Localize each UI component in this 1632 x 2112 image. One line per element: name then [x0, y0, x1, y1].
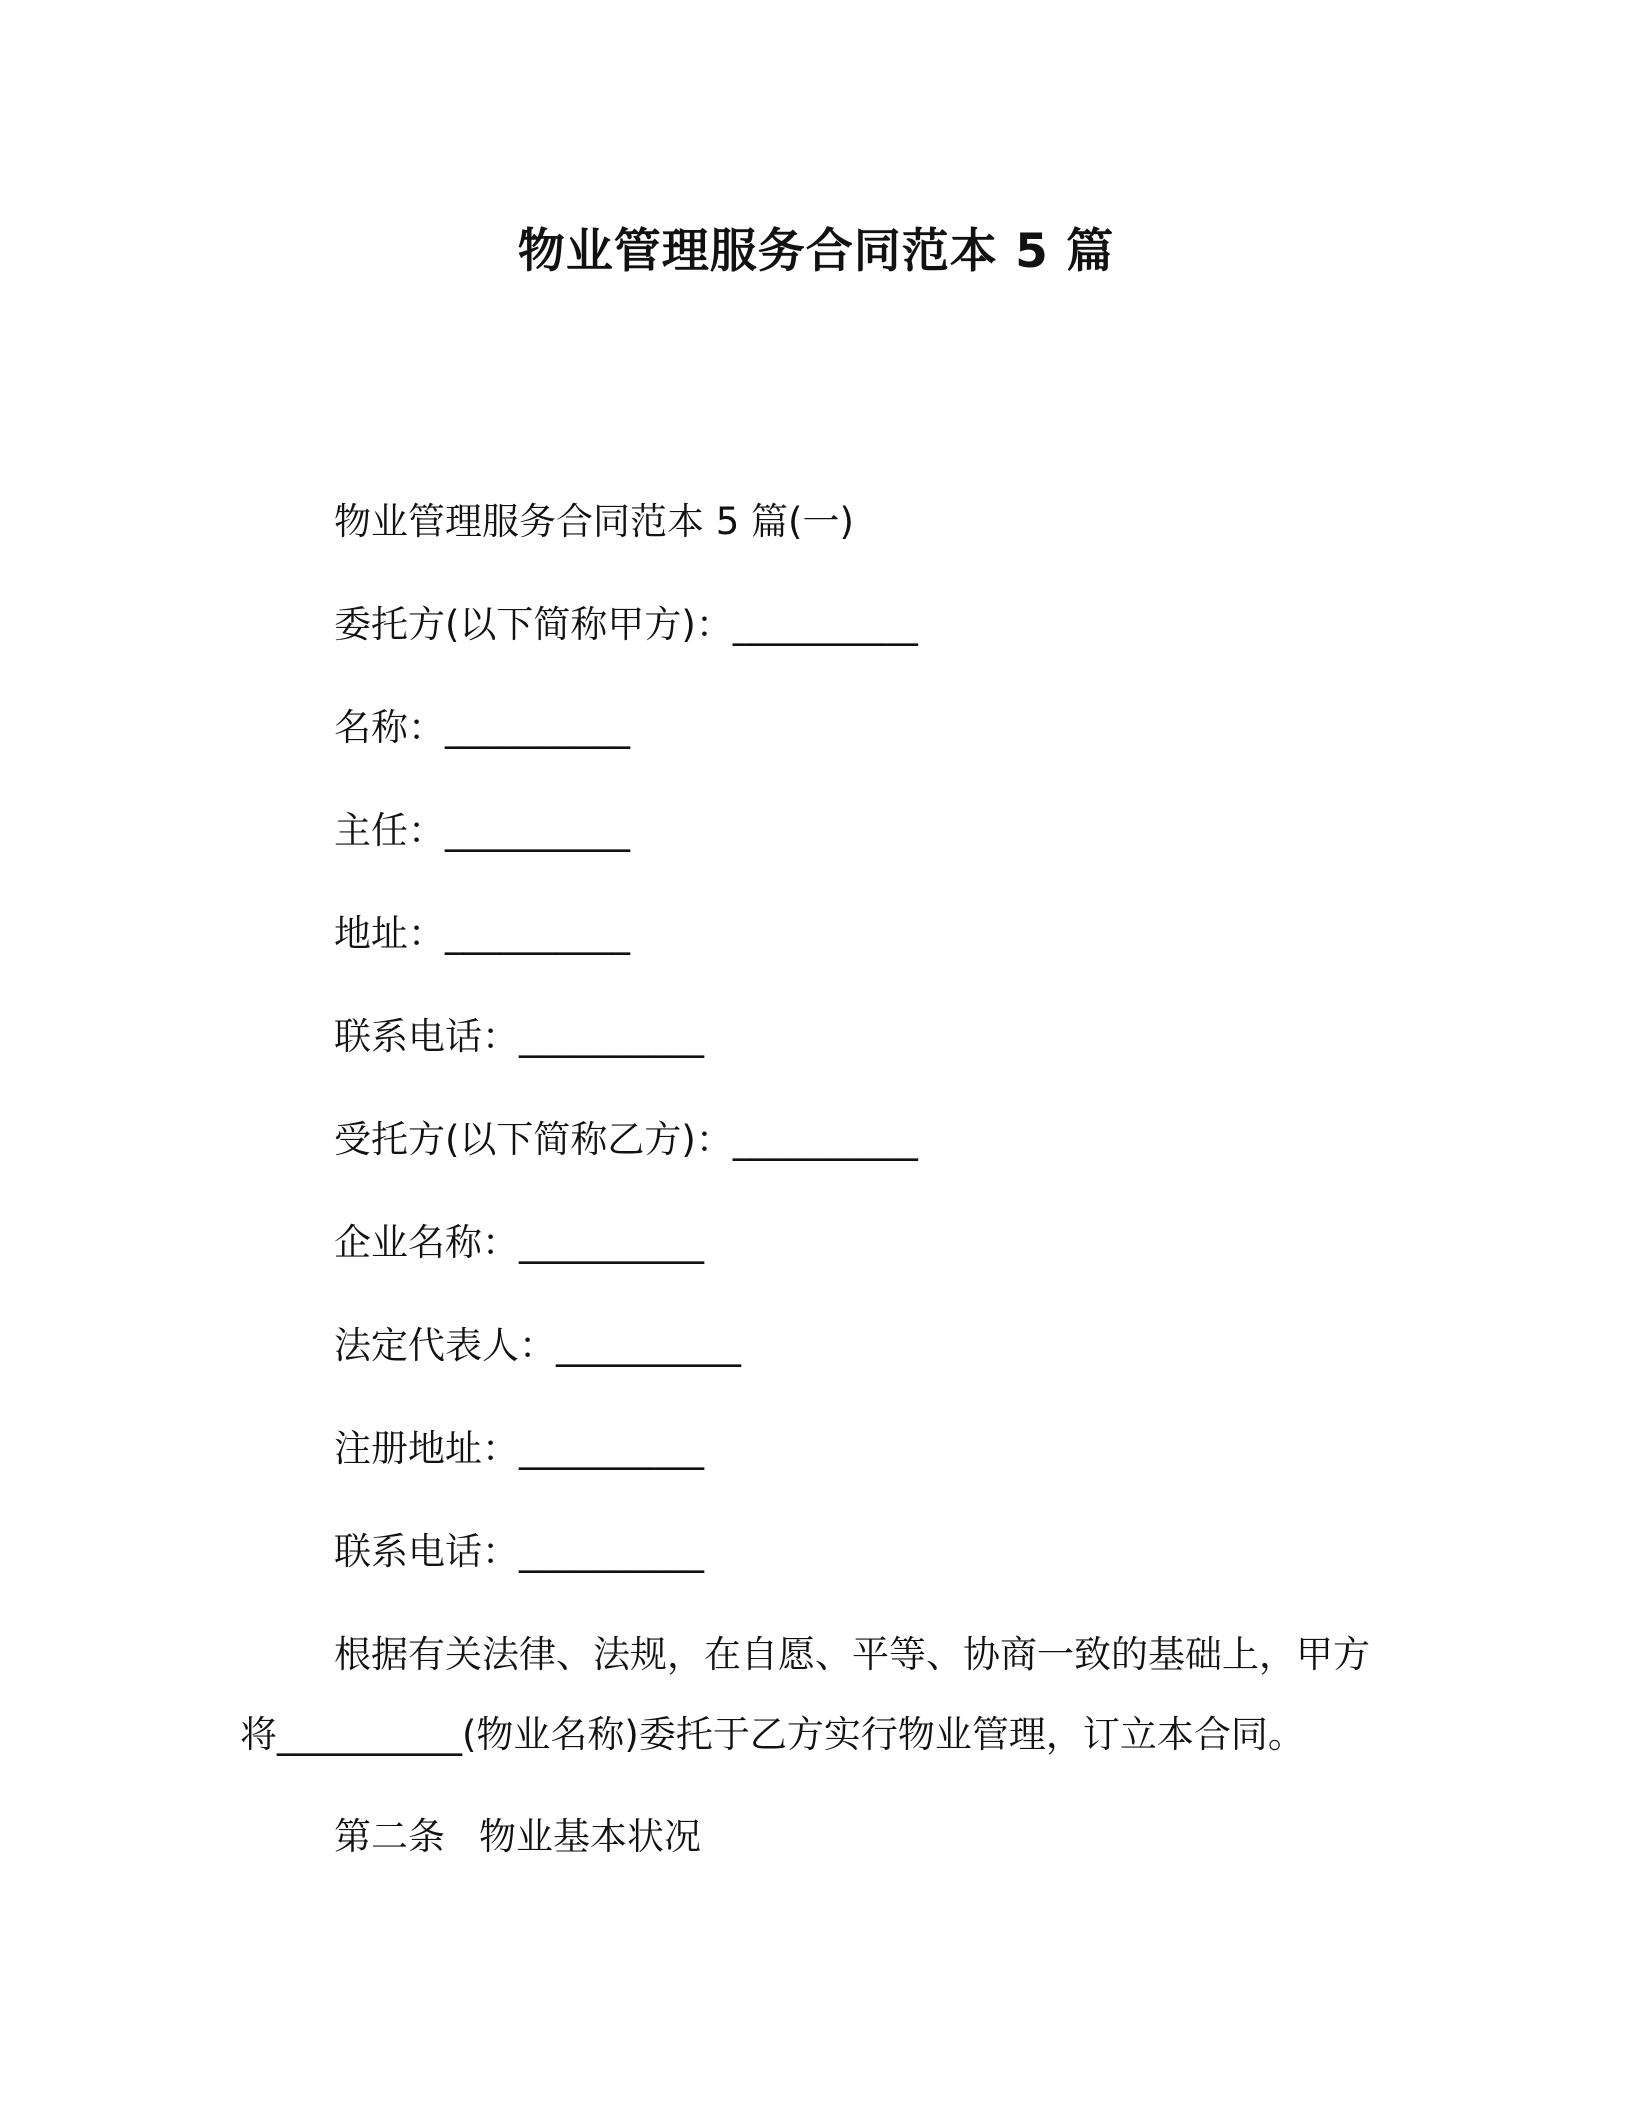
party-a-label: 委托方(以下简称甲方)：__________ — [334, 603, 918, 646]
party-a-director-field: 主任：__________ — [334, 809, 630, 852]
party-a-phone-field: 联系电话：__________ — [334, 1015, 704, 1058]
preamble-line-2: 将__________(物业名称)委托于乙方实行物业管理，订立本合同。 — [240, 1713, 1305, 1756]
preamble-line-1: 根据有关法律、法规，在自愿、平等、协商一致的基础上，甲方 — [334, 1633, 1370, 1676]
party-b-phone-field: 联系电话：__________ — [334, 1530, 704, 1573]
party-b-company-field: 企业名称：__________ — [334, 1221, 704, 1264]
preamble-paragraph — [240, 1631, 1390, 1759]
article-number: 第二条 — [334, 1815, 445, 1858]
party-b-address-field: 注册地址：__________ — [334, 1427, 704, 1470]
party-b-legal-rep-field: 法定代表人：__________ — [334, 1324, 741, 1367]
article-heading — [334, 1813, 701, 1861]
party-b-label: 受托方(以下简称乙方)：__________ — [334, 1118, 918, 1161]
party-a-address-field: 地址：__________ — [334, 912, 630, 955]
document-title: 物业管理服务合同范本 5 篇 — [517, 224, 1115, 279]
party-a-name-field: 名称：__________ — [334, 706, 630, 749]
section-heading: 物业管理服务合同范本 5 篇(一) — [334, 500, 854, 543]
article-title: 物业基本状况 — [479, 1815, 701, 1858]
